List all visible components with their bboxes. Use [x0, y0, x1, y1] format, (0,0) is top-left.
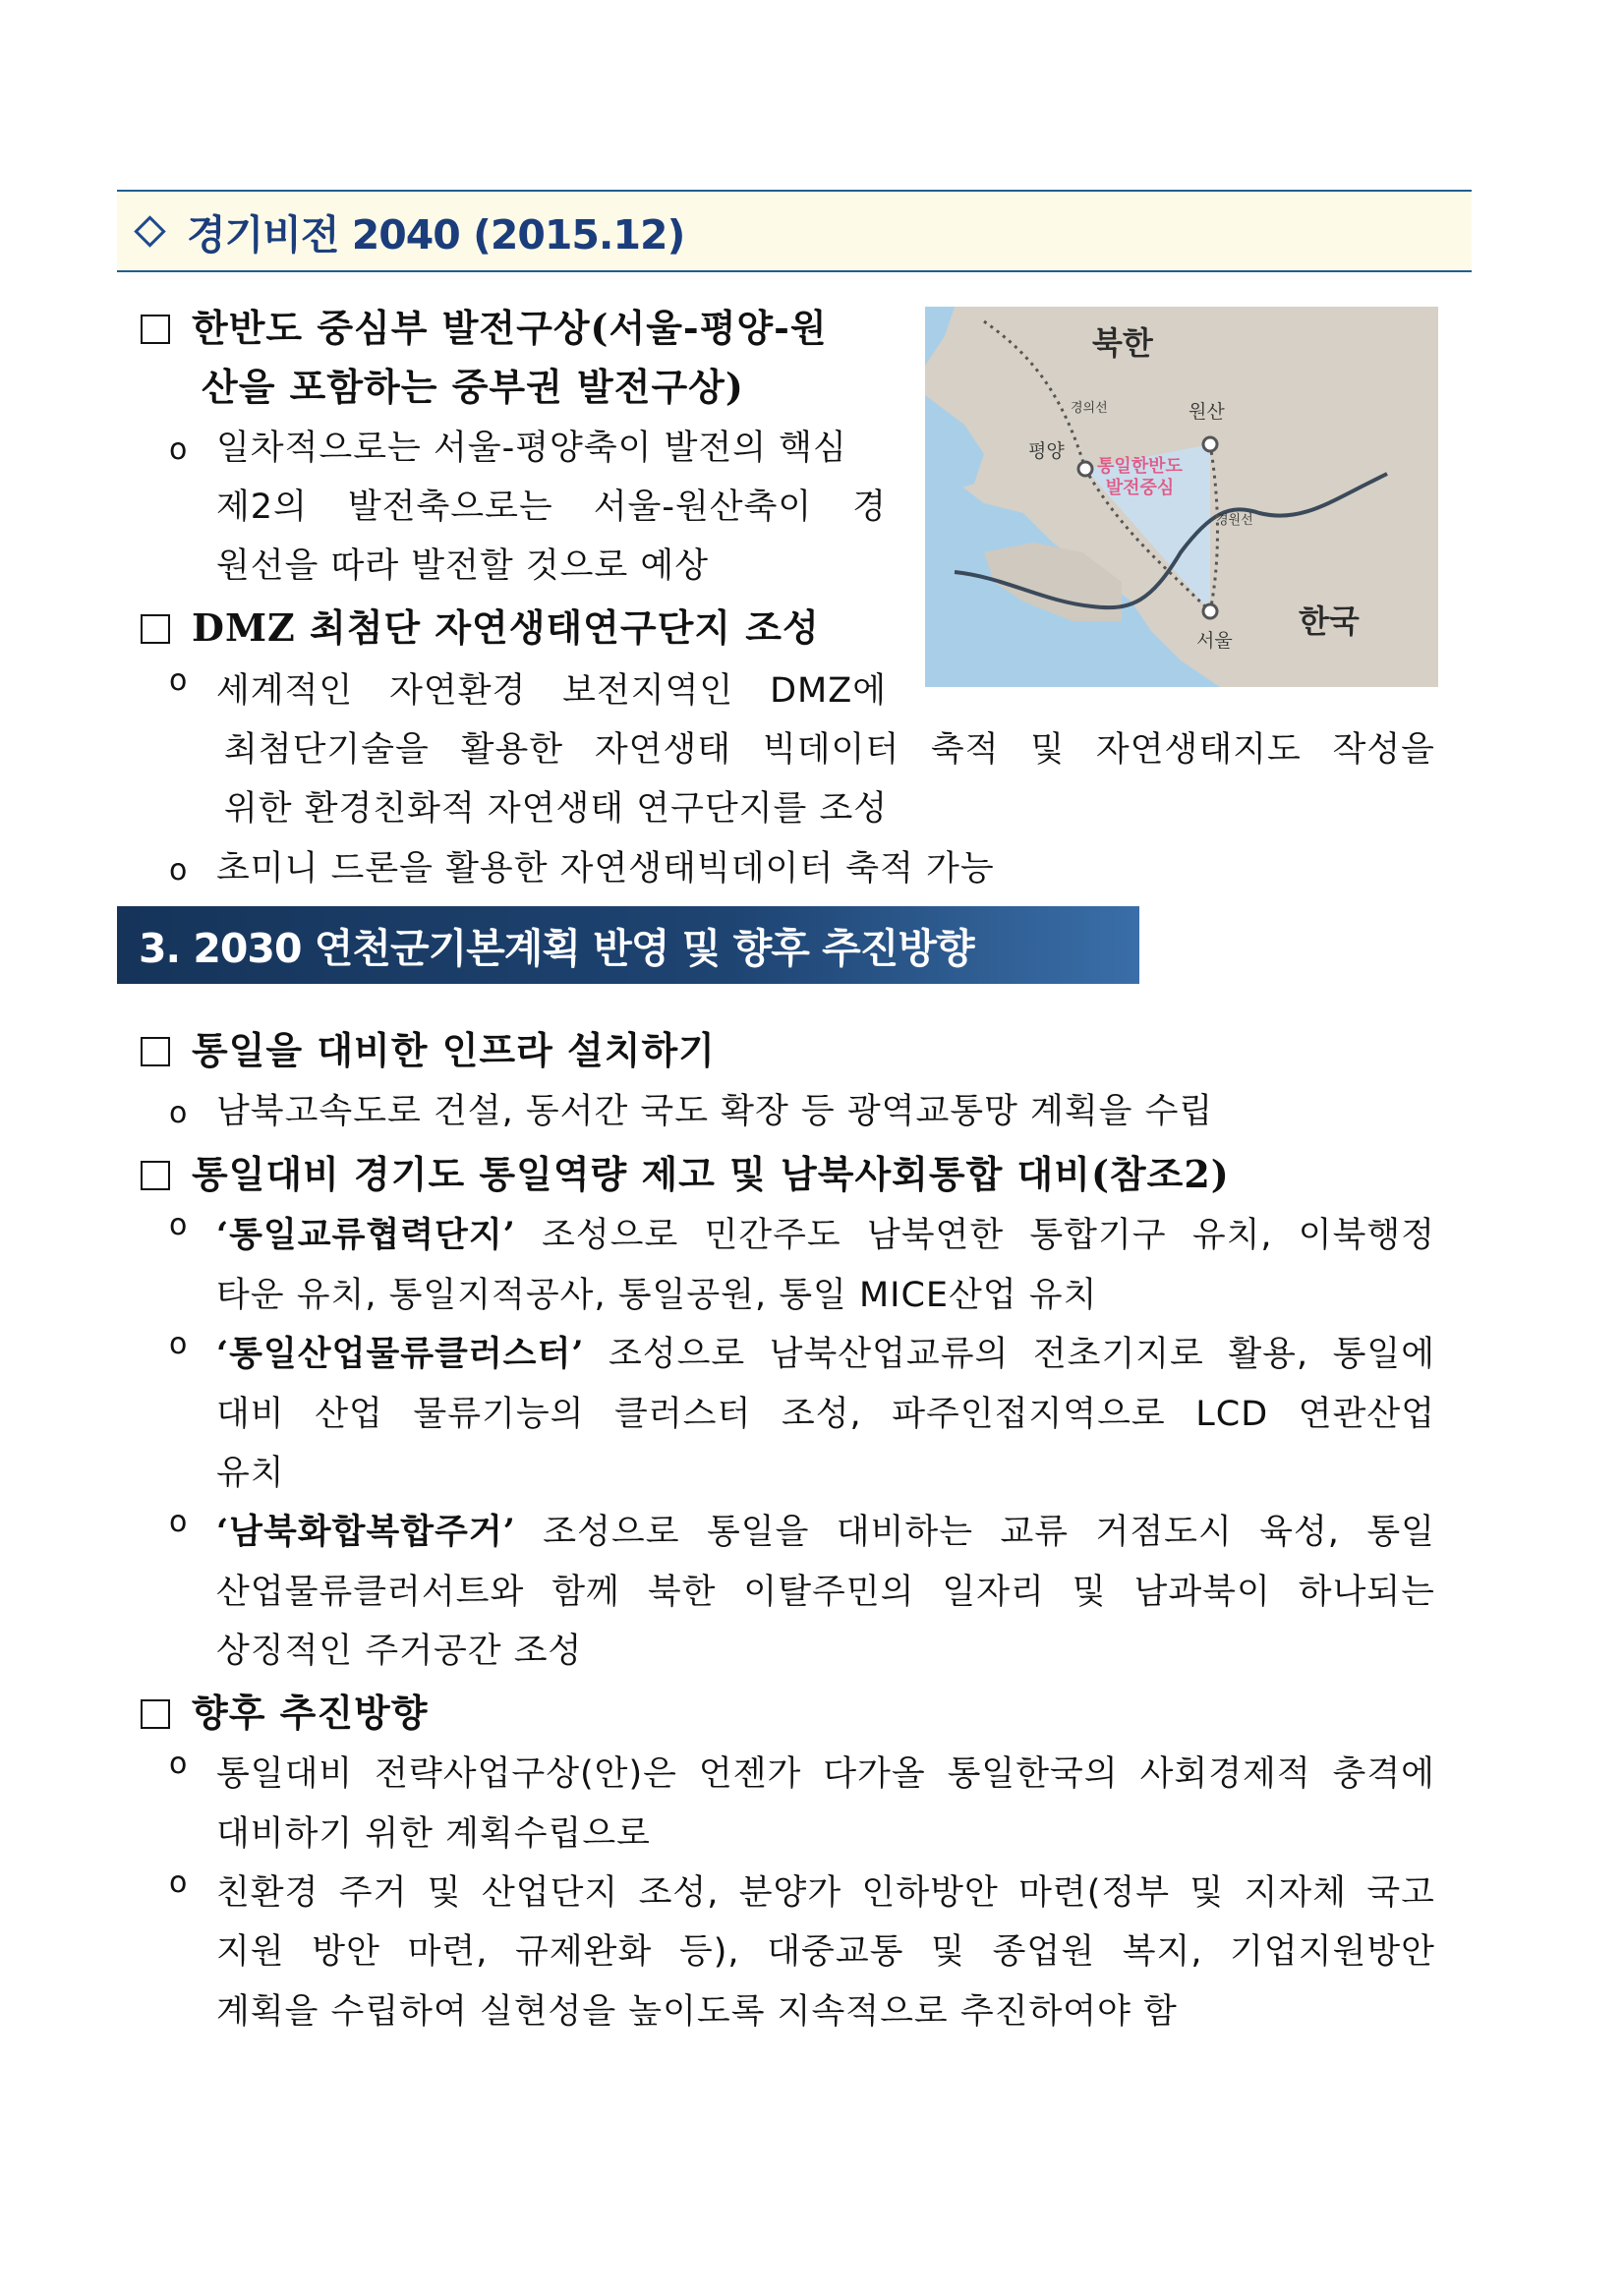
bullet-circle-icon: o [169, 1096, 189, 1130]
bullet-item: o 남북고속도로 건설, 동서간 국도 확장 등 광역교통망 계획을 수립 [169, 1092, 1214, 1131]
heading-central-development-cont: 산을 포함하는 중부권 발전구상) [202, 365, 744, 409]
map-label-center: 통일한반도 발전중심 [1097, 456, 1183, 498]
bullet-item-cont: 원선을 따라 발전할 것으로 예상 [216, 546, 710, 586]
map-label-seoul: 서울 [1196, 630, 1233, 652]
bullet-item: o ‘통일산업물류클러스터’ 조성으로 남북산업교류의 전초기지로 활용, 통일에 [169, 1327, 1435, 1374]
bullet-circle-icon: o [169, 1505, 189, 1539]
bullet-circle-icon: o [169, 853, 189, 888]
map-label-gyeongui: 경의선 [1071, 401, 1108, 416]
bullet-circle-icon: o [169, 1208, 189, 1242]
bullet-item-cont: 지원 방안 마련, 규제완화 등), 대중교통 및 종업원 복지, 기업지원방안 [216, 1932, 1435, 1972]
bullet-item: o ‘남북화합복합주거’ 조성으로 통일을 대비하는 교류 거점도시 육성, 통일 [169, 1505, 1435, 1552]
bullet-item-cont: 위한 환경친화적 자연생태 연구단지를 조성 [224, 789, 889, 829]
section-heading-title: 경기비전 2040 (2015.12) [187, 210, 685, 258]
bullet-item: o 초미니 드론을 활용한 자연생태빅데이터 축적 가능 [169, 849, 995, 889]
map-label-gyeongwon: 경원선 [1216, 513, 1253, 528]
bullet-item: o 일차적으로는 서울-평양축이 발전의 핵심 [169, 429, 847, 468]
map-label-wonsan: 원산 [1189, 401, 1225, 423]
heading-unification-capacity: 통일대비 경기도 통일역량 제고 및 남북사회통합 대비(참조2) [141, 1144, 1230, 1198]
map-label-north: 북한 [1092, 324, 1153, 362]
heading-future-direction: 향후 추진방향 [141, 1683, 428, 1737]
section3-heading-bar [117, 906, 1139, 984]
map-label-south: 한국 [1299, 603, 1360, 640]
bullet-item-cont: 타운 유치, 통일지적공사, 통일공원, 통일 MICE산업 유치 [216, 1276, 1098, 1315]
map-label-pyongyang: 평양 [1028, 440, 1065, 462]
checkbox-square-icon [141, 1037, 170, 1066]
bullet-item: o 통일대비 전략사업구상(안)은 언젠가 다가올 통일한국의 사회경제적 충격에 [169, 1747, 1435, 1794]
section3-title: 3. 2030 연천군기본계획 반영 및 향후 추진방향 [139, 925, 974, 972]
heading-central-development: 한반도 중심부 발전구상(서울-평양-원 [141, 298, 828, 352]
bullet-item-cont: 제2의 발전축으로는 서울-원산축이 경 [216, 488, 887, 527]
bullet-item: o 세계적인 자연환경 보전지역인 DMZ에 [169, 663, 887, 711]
diamond-icon [134, 215, 166, 248]
section-heading-box [117, 190, 1472, 272]
bullet-item: o 친환경 주거 및 산업단지 조성, 분양가 인하방안 마련(정부 및 지자체 국고 [169, 1866, 1435, 1913]
checkbox-square-icon [141, 1161, 170, 1190]
bullet-circle-icon: o [169, 432, 189, 467]
checkbox-square-icon [141, 1699, 170, 1729]
bullet-item-cont: 대비 산업 물류기능의 클러스터 조성, 파주인접지역으로 LCD 연관산업 [216, 1395, 1435, 1434]
bullet-circle-icon: o [169, 1327, 189, 1361]
bullet-item-cont: 상징적인 주거공간 조성 [216, 1632, 583, 1671]
heading-infrastructure: 통일을 대비한 인프라 설치하기 [141, 1020, 716, 1074]
bullet-item-cont: 계획을 수립하여 실현성을 높이도록 지속적으로 추진하여야 함 [216, 1992, 1178, 2032]
checkbox-square-icon [141, 614, 170, 644]
bullet-item-cont: 대비하기 위한 계획수립으로 [216, 1814, 651, 1854]
checkbox-square-icon [141, 315, 170, 344]
bullet-item-cont: 최첨단기술을 활용한 자연생태 빅데이터 축적 및 자연생태지도 작성을 [224, 730, 1435, 770]
bullet-item-cont: 유치 [216, 1454, 285, 1493]
korea-map-image [925, 307, 1438, 687]
bullet-item-cont: 산업물류클러서트와 함께 북한 이탈주민의 일자리 및 남과북이 하나되는 [216, 1573, 1435, 1612]
heading-dmz-research: DMZ 최첨단 자연생태연구단지 조성 [141, 598, 820, 652]
bullet-circle-icon: o [169, 1747, 189, 1781]
bullet-item: o ‘통일교류협력단지’ 조성으로 민간주도 남북연한 통합기구 유치, 이북행정 [169, 1208, 1435, 1255]
bullet-circle-icon: o [169, 1866, 189, 1900]
bullet-circle-icon: o [169, 663, 189, 698]
